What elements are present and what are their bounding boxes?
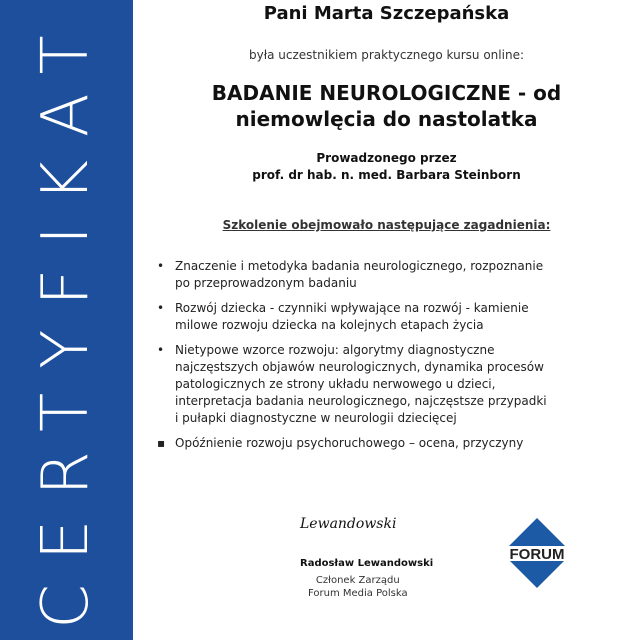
instructor-name: prof. dr hab. n. med. Barbara Steinborn (252, 168, 521, 182)
course-title-line2: niemowlęcia do nastolatka (235, 107, 538, 131)
handwritten-signature: Lewandowski (300, 516, 397, 532)
list-item (157, 258, 547, 292)
certificate-label: CERTYFIKAT (29, 11, 103, 629)
course-title-line1: BADANIE NEUROLOGICZNE - od (211, 81, 562, 105)
instructor-block (133, 150, 640, 184)
signer-role-line1: Członek Zarządu (315, 575, 400, 586)
square-bullet-icon: ▪ (157, 436, 166, 450)
forum-logo (502, 518, 572, 588)
topic-text: Nietypowe wzorce rozwoju: algorytmy diagnostyczne najczęstszych objawów neurologicznych, dynamika procesów patologicznych ze strony układu nerwowego u dzieci, interpretacja badania neurologicznego, najczęstsze przypadki i pułapki diagnostyczne w neurologii dziecięcej (175, 343, 547, 425)
bullet-icon: • (157, 301, 165, 315)
topics-heading: Szkolenie obejmowało następujące zagadnienia: (222, 218, 551, 232)
bullet-icon: • (157, 259, 165, 273)
topic-text: Znaczenie i metodyka badania neurologicznego, rozpoznanie po przeprowadzonym badaniu (175, 259, 544, 290)
instructor-label: Prowadzonego przez (316, 151, 457, 165)
list-item (157, 300, 547, 334)
intro-text: była uczestnikiem praktycznego kursu online: (248, 48, 524, 62)
course-title (133, 80, 640, 132)
topic-text: Opóźnienie rozwoju psychoruchowego – ocena, przyczyny (175, 436, 524, 450)
topic-text: Rozwój dziecka - czynniki wpływające na rozwój - kamienie milowe rozwoju dziecka na kolejnych etapach życia (175, 301, 529, 332)
signer-role (308, 574, 408, 600)
logo-text: FORUM (509, 546, 565, 563)
recipient-name: Pani Marta Szczepańska (263, 3, 510, 24)
signer-company: Forum Media Polska (308, 588, 408, 599)
list-item (157, 342, 547, 427)
topics-list (157, 258, 547, 460)
certificate-side-band (0, 0, 133, 640)
signer-name: Radosław Lewandowski (300, 558, 434, 569)
list-item (157, 435, 547, 452)
bullet-icon: • (157, 343, 165, 357)
